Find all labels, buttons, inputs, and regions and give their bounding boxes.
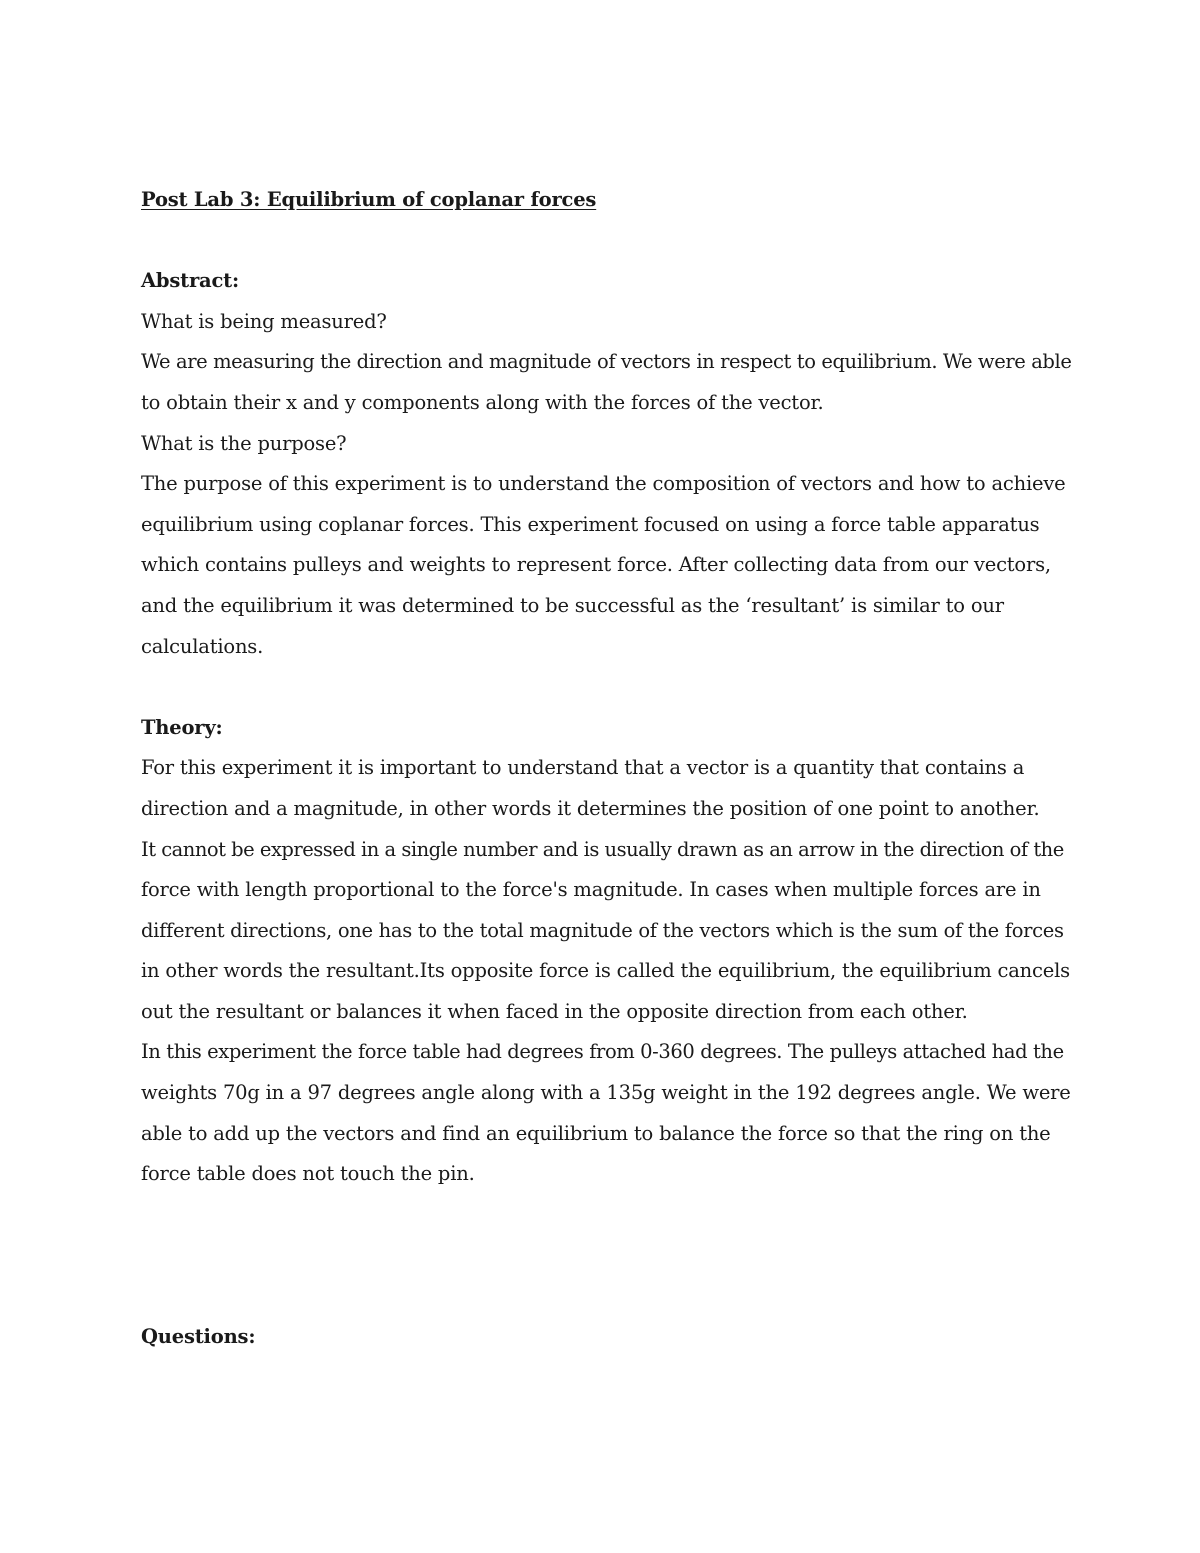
text-line: to obtain their x and y components along with the forces of the vector.: [141, 390, 824, 414]
abstract-question-purpose: What is the purpose?: [141, 431, 347, 455]
theory-heading: Theory:: [141, 715, 223, 739]
text-line: direction and a magnitude, in other words it determines the position of one point to another.: [141, 796, 1040, 820]
abstract-heading: Abstract:: [141, 269, 239, 293]
text-line: calculations.: [141, 634, 264, 658]
text-line: force table does not touch the pin.: [141, 1162, 475, 1186]
text-line: force with length proportional to the force's magnitude. In cases when multiple forces are in: [141, 878, 1041, 902]
text-line: equilibrium using coplanar forces. This experiment focused on using a force table apparatus: [141, 512, 1040, 536]
theory-paragraph-1: [141, 748, 1071, 829]
text-line: out the resultant or balances it when faced in the opposite direction from each other.: [141, 999, 968, 1023]
theory-paragraph-2: [141, 830, 1071, 1033]
text-line: which contains pulleys and weights to represent force. After collecting data from our vectors,: [141, 553, 1051, 577]
text-line: It cannot be expressed in a single number and is usually drawn as an arrow in the direction of the: [141, 837, 1064, 861]
document-body: [141, 180, 1071, 1357]
text-line: able to add up the vectors and find an equilibrium to balance the force so that the ring on the: [141, 1121, 1051, 1145]
abstract-question-measured: What is being measured?: [141, 309, 387, 333]
abstract-answer-measured: [141, 342, 1071, 423]
abstract-answer-purpose: [141, 464, 1071, 667]
text-line: different directions, one has to the total magnitude of the vectors which is the sum of the forces: [141, 918, 1064, 942]
text-line: in other words the resultant.Its opposite force is called the equilibrium, the equilibrium cancels: [141, 959, 1070, 983]
text-line: In this experiment the force table had degrees from 0-360 degrees. The pulleys attached had the: [141, 1040, 1064, 1064]
theory-paragraph-3: [141, 1032, 1071, 1194]
text-line: weights 70g in a 97 degrees angle along with a 135g weight in the 192 degrees angle. We were: [141, 1081, 1071, 1105]
questions-heading: Questions:: [141, 1324, 256, 1348]
document-title: Post Lab 3: Equilibrium of coplanar forces: [141, 188, 597, 211]
text-line: For this experiment it is important to understand that a vector is a quantity that contains a: [141, 756, 1025, 780]
text-line: We are measuring the direction and magnitude of vectors in respect to equilibrium. We were able: [141, 350, 1072, 374]
text-line: and the equilibrium it was determined to be successful as the ‘resultant’ is similar to our: [141, 593, 1004, 617]
text-line: The purpose of this experiment is to understand the composition of vectors and how to achieve: [141, 472, 1066, 496]
